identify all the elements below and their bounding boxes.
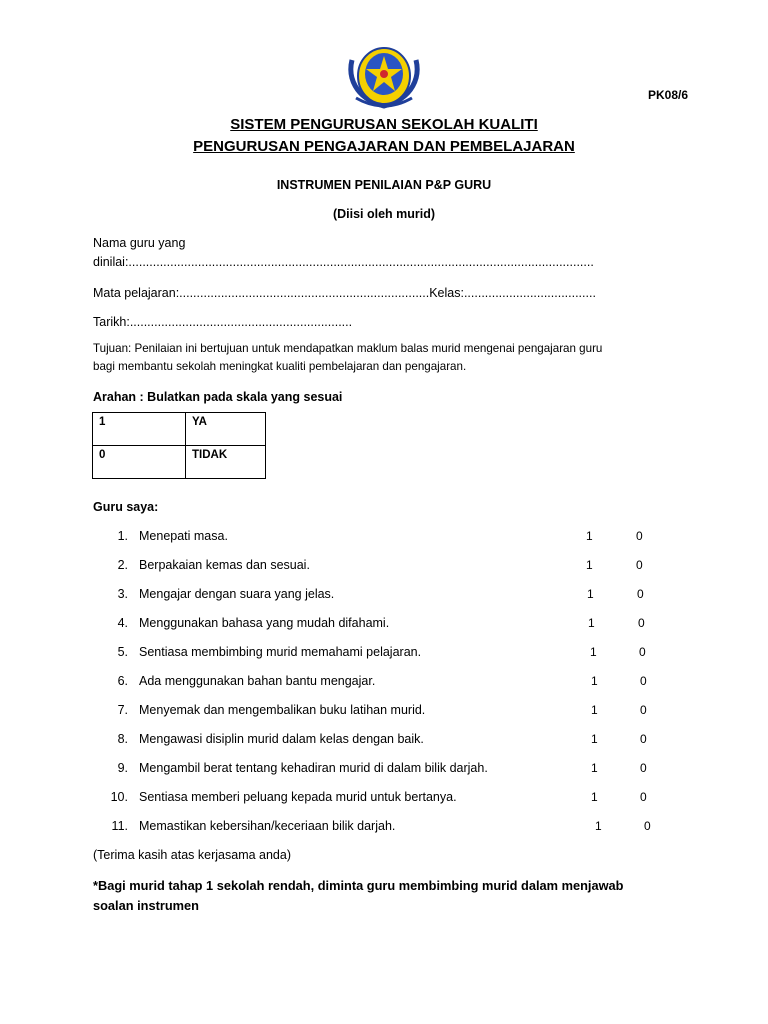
scale-label: YA <box>186 413 266 446</box>
question-text: Sentiasa memberi peluang kepada murid untuk bertanya. <box>139 790 457 804</box>
option-no[interactable]: 0 <box>644 819 651 833</box>
question-text: Mengambil berat tentang kehadiran murid di dalam bilik darjah. <box>139 761 488 775</box>
question-text: Menggunakan bahasa yang mudah difahami. <box>139 616 390 630</box>
question-text: Berpakaian kemas dan sesuai. <box>139 558 310 572</box>
option-yes[interactable]: 1 <box>595 819 602 833</box>
option-no[interactable]: 0 <box>640 761 647 775</box>
option-no[interactable]: 0 <box>636 558 643 572</box>
option-yes[interactable]: 1 <box>590 645 597 659</box>
question-number: 11. <box>111 819 128 833</box>
option-yes[interactable]: 1 <box>591 703 598 717</box>
title-line-1: SISTEM PENGURUSAN SEKOLAH KUALITI <box>230 116 538 133</box>
option-no[interactable]: 0 <box>640 674 647 688</box>
option-no[interactable]: 0 <box>638 616 645 630</box>
question-number: 5. <box>117 645 128 659</box>
section-title: Guru saya: <box>93 500 159 514</box>
option-yes[interactable]: 1 <box>588 616 595 630</box>
scale-label: TIDAK <box>186 446 266 479</box>
footnote-line-1: *Bagi murid tahap 1 sekolah rendah, diminta guru membimbing murid dalam menjawab <box>93 878 624 893</box>
option-no[interactable]: 0 <box>640 790 647 804</box>
question-text: Memastikan kebersihan/keceriaan bilik darjah. <box>139 819 396 833</box>
question-number: 8. <box>117 732 128 746</box>
purpose-statement <box>93 340 683 376</box>
option-yes[interactable]: 1 <box>591 732 598 746</box>
option-no[interactable]: 0 <box>639 645 646 659</box>
question-number: 10. <box>110 790 128 804</box>
teacher-name-label: Nama guru yang <box>93 236 186 250</box>
scale-row <box>93 413 266 446</box>
question-number: 4. <box>117 616 128 630</box>
question-text: Ada menggunakan bahan bantu mengajar. <box>139 674 376 688</box>
question-text: Menepati masa. <box>139 529 228 543</box>
instructions: Arahan : Bulatkan pada skala yang sesuai <box>93 390 343 404</box>
footnote-line-2: soalan instrumen <box>93 898 199 913</box>
question-text: Mengawasi disiplin murid dalam kelas dengan baik. <box>139 732 424 746</box>
option-yes[interactable]: 1 <box>587 587 594 601</box>
option-yes[interactable]: 1 <box>586 558 593 572</box>
school-crest-logo <box>346 42 422 110</box>
question-number: 2. <box>117 558 128 572</box>
option-no[interactable]: 0 <box>636 529 643 543</box>
option-yes[interactable]: 1 <box>591 674 598 688</box>
question-number: 1. <box>117 529 128 543</box>
title-line-2: PENGURUSAN PENGAJARAN DAN PEMBELAJARAN <box>193 138 575 155</box>
question-number: 9. <box>117 761 128 775</box>
purpose-text-1: Penilaian ini bertujuan untuk mendapatkan maklum balas murid mengenai pengajaran guru <box>131 342 603 355</box>
teacher-name-field[interactable]: dinilai:...................................................................................................................................... <box>93 255 594 269</box>
purpose-label: Tujuan: <box>93 342 132 355</box>
scale-row <box>93 446 266 479</box>
question-number: 7. <box>117 703 128 717</box>
option-yes[interactable]: 1 <box>586 529 593 543</box>
option-yes[interactable]: 1 <box>591 790 598 804</box>
date-field[interactable]: Tarikh:................................................................ <box>93 315 353 329</box>
scale-value: 1 <box>93 413 186 446</box>
purpose-text-2: bagi membantu sekolah meningkat kualiti pembelajaran dan pengajaran. <box>93 360 467 373</box>
option-no[interactable]: 0 <box>640 732 647 746</box>
question-text: Menyemak dan mengembalikan buku latihan murid. <box>139 703 426 717</box>
question-number: 3. <box>117 587 128 601</box>
question-number: 6. <box>117 674 128 688</box>
thanks-note: (Terima kasih atas kerjasama anda) <box>93 848 291 862</box>
scale-value: 0 <box>93 446 186 479</box>
question-text: Sentiasa membimbing murid memahami pelajaran. <box>139 645 422 659</box>
form-code: PK08/6 <box>647 88 688 102</box>
footnote <box>93 876 713 916</box>
instrument-title: INSTRUMEN PENILAIAN P&P GURU <box>276 178 492 192</box>
option-no[interactable]: 0 <box>640 703 647 717</box>
subject-class-field[interactable]: Mata pelajaran:........................................................................Kelas:...................................... <box>93 286 596 300</box>
option-yes[interactable]: 1 <box>591 761 598 775</box>
filled-by-note: (Diisi oleh murid) <box>332 207 436 221</box>
scale-table <box>92 412 266 479</box>
option-no[interactable]: 0 <box>637 587 644 601</box>
question-text: Mengajar dengan suara yang jelas. <box>139 587 335 601</box>
